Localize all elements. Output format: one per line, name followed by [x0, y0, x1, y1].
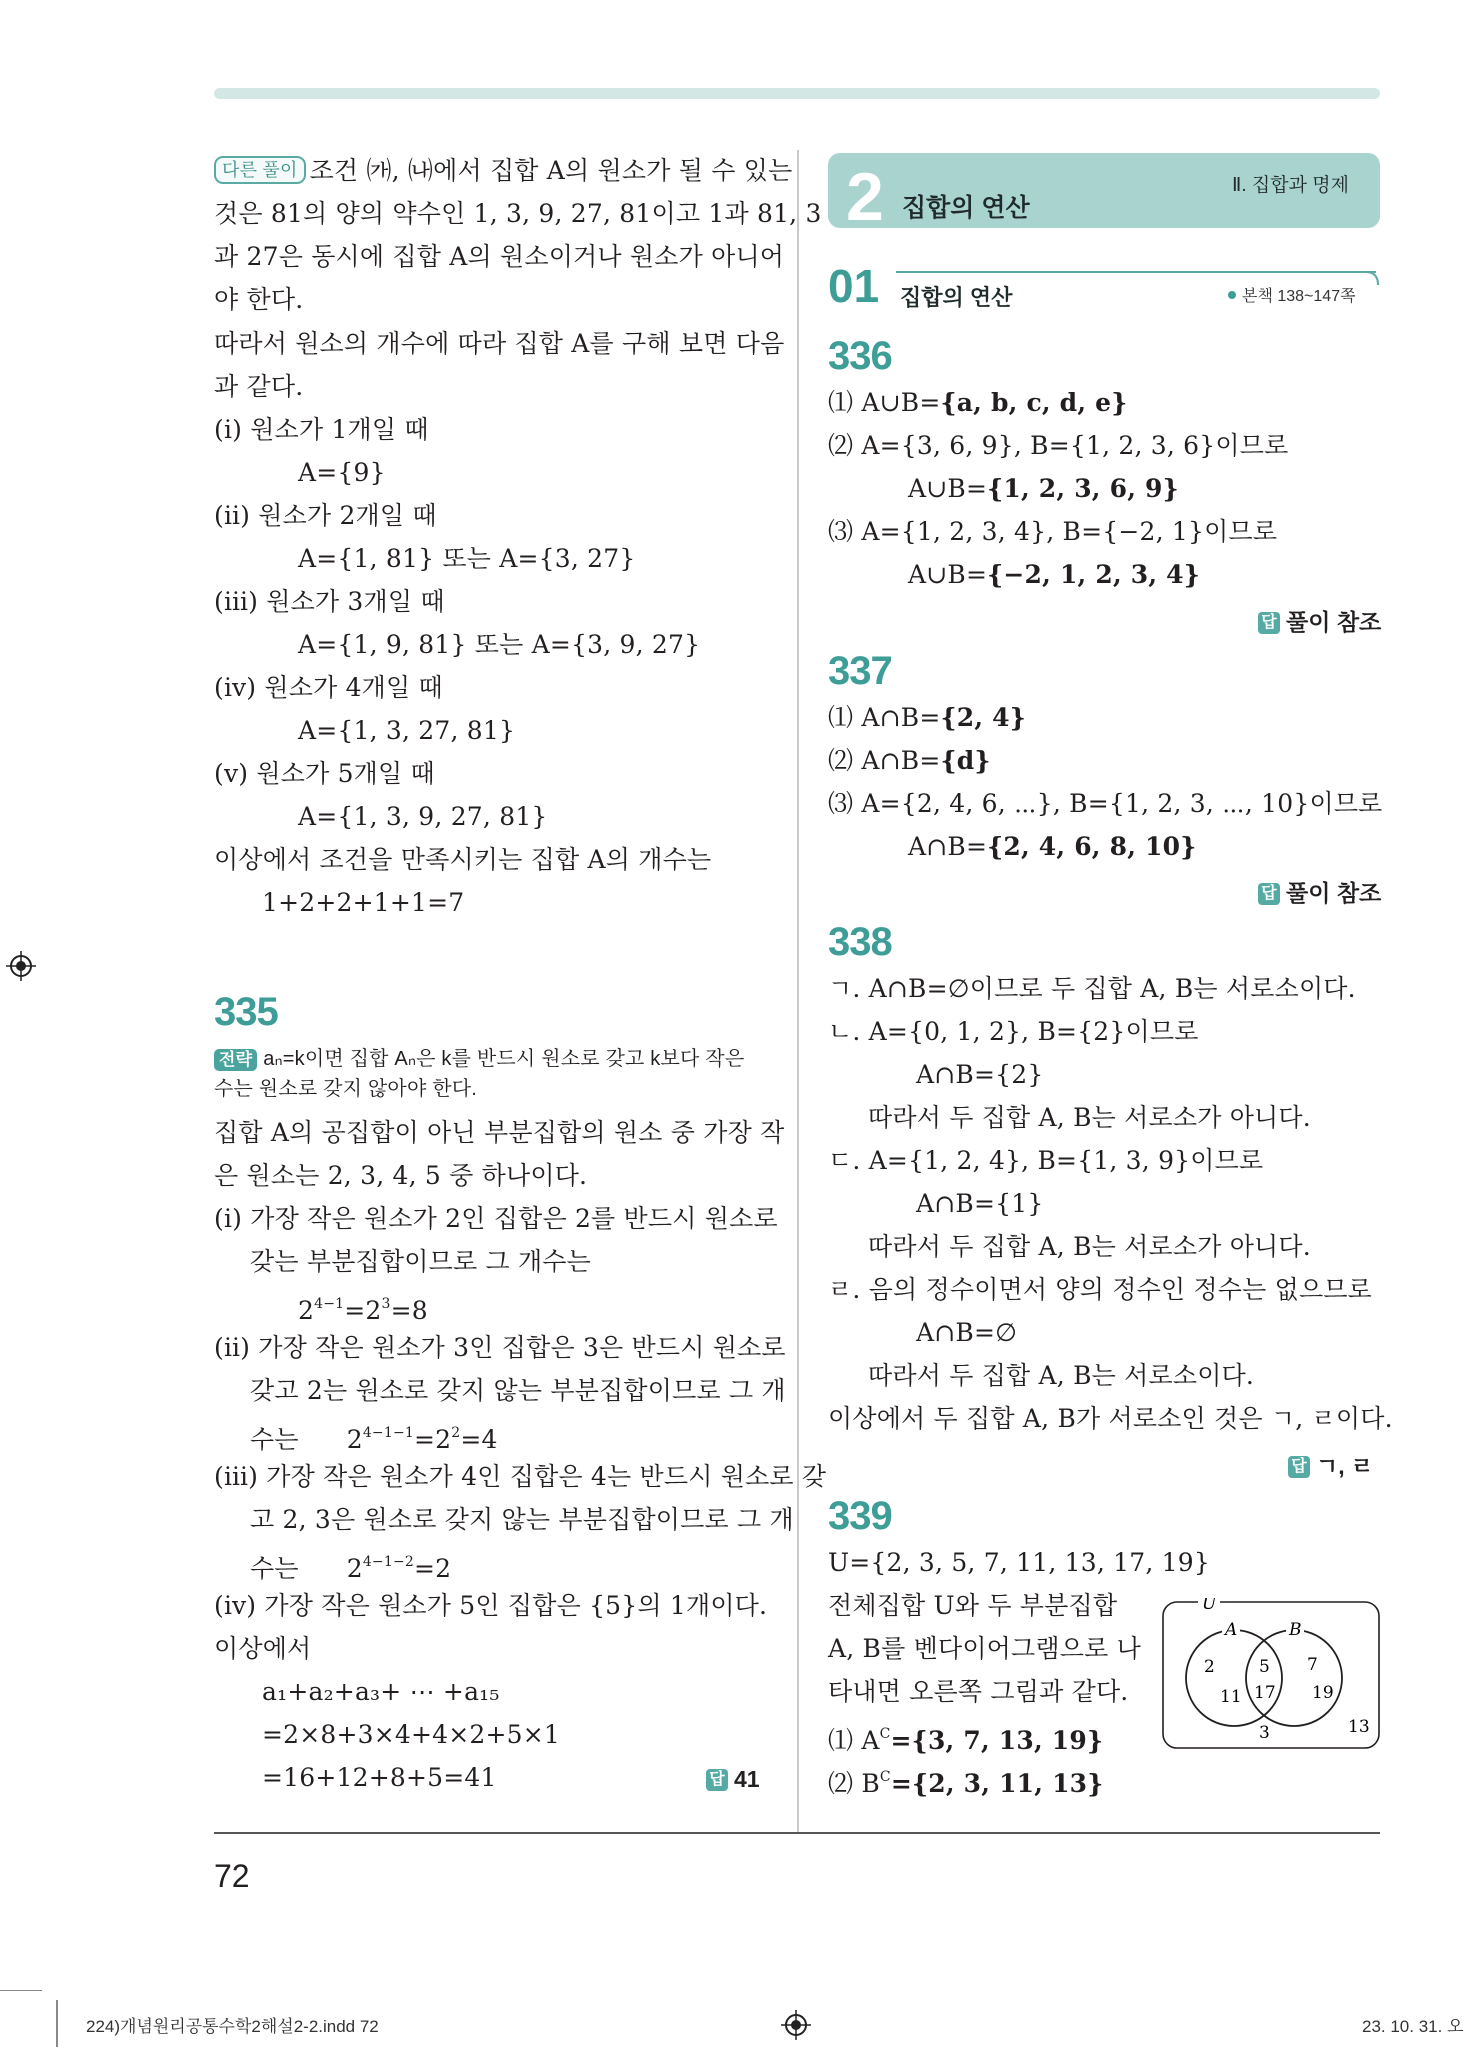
problem-number: 336: [828, 334, 892, 378]
venn-value: 11: [1220, 1687, 1242, 1707]
alt-solution-line: 다른 풀이 조건 ㈎, ㈏에서 집합 A의 원소가 될 수 있는: [214, 149, 792, 192]
solution-line: A∩B={1}: [916, 1189, 1044, 1218]
solution-line: A∩B={2, 4, 6, 8, 10}: [908, 832, 1197, 861]
venn-value: 7: [1307, 1655, 1318, 1675]
solution-line: 고 2, 3은 원소로 갖지 않는 부분집합이므로 그 개: [250, 1505, 794, 1534]
venn-label-u: U: [1202, 1598, 1217, 1614]
case-equation: A={9}: [298, 458, 386, 487]
sum-expression: a₁+a₂+a₃+ ⋯ +a₁₅: [262, 1677, 500, 1706]
venn-label-b: B: [1289, 1620, 1302, 1640]
solution-line: U={2, 3, 5, 7, 11, 13, 17, 19}: [828, 1548, 1210, 1577]
solution-line: 이상에서: [214, 1634, 312, 1663]
alt-solution-line: 야 한다.: [214, 285, 304, 314]
chapter-label: Ⅱ. 집합과 명제: [1232, 175, 1349, 196]
case-heading: (ⅱ) 원소가 2개일 때: [214, 501, 437, 530]
alt-solution-line: 과 27은 동시에 집합 A의 원소이거나 원소가 아니어: [214, 242, 785, 271]
venn-value: 17: [1254, 1683, 1276, 1703]
solution-line: ㄴ. A={0, 1, 2}, B={2}이므로: [828, 1017, 1199, 1046]
answer-badge: 답: [706, 1769, 728, 1791]
solution-line: A∩B=∅: [916, 1318, 1018, 1347]
case-equation: A={1, 3, 27, 81}: [298, 716, 516, 745]
power-formula: 수는 $2^{4-1-1}=2^2=4$: [250, 1425, 498, 1454]
case-heading: (ⅲ) 원소가 3개일 때: [214, 587, 445, 616]
conclusion-equation: 1+2+2+1+1=7: [262, 888, 465, 917]
footer-date: 23. 10. 31. 오: [1362, 2017, 1464, 2036]
problem-number: 339: [828, 1494, 892, 1538]
venn-value: 19: [1312, 1683, 1334, 1703]
registration-mark-icon: [6, 951, 36, 981]
solution-line: ㄹ. 음의 정수이면서 양의 정수인 정수는 없으므로: [828, 1275, 1373, 1304]
problem-number: 335: [214, 990, 278, 1034]
case-heading: (ⅱ) 가장 작은 원소가 3인 집합은 3은 반드시 원소로: [214, 1333, 786, 1362]
solution-line: A, B를 벤다이어그램으로 나: [828, 1634, 1141, 1663]
conclusion-line: 이상에서 조건을 만족시키는 집합 A의 개수는: [214, 845, 712, 874]
strategy-line: 수는 원소로 갖지 않아야 한다.: [214, 1078, 478, 1100]
solution-line: 따라서 두 집합 A, B는 서로소가 아니다.: [868, 1103, 1311, 1132]
universal-set-box: [1163, 1602, 1379, 1748]
power-formula: 수는 $2^{4-1-2}=2$: [250, 1554, 452, 1583]
bullet-icon: [1228, 291, 1236, 299]
solution-line: ㄱ. A∩B=∅이므로 두 집합 A, B는 서로소이다.: [828, 974, 1356, 1003]
answer-badge: 답: [1288, 1456, 1310, 1478]
solution-line: A∪B={−2, 1, 2, 3, 4}: [908, 560, 1201, 589]
alt-solution-line: 과 같다.: [214, 372, 304, 401]
answer-label: 답 41: [706, 1766, 760, 1793]
solution-line: A∩B={2}: [916, 1060, 1044, 1089]
answer-label: 답 풀이 참조: [1258, 604, 1381, 637]
solution-line: ⑵ A={3, 6, 9}, B={1, 2, 3, 6}이므로: [828, 431, 1289, 460]
solution-line: A∪B={1, 2, 3, 6, 9}: [908, 474, 1179, 503]
solution-line: ⑵ A∩B={d}: [828, 746, 991, 775]
case-equation: A={1, 81} 또는 A={3, 27}: [298, 544, 636, 573]
venn-value: 3: [1259, 1723, 1270, 1743]
venn-label-a: A: [1225, 1620, 1238, 1640]
answer-badge: 답: [1258, 612, 1280, 634]
venn-diagram: [1162, 1598, 1380, 1750]
solution-line: 타내면 오른쪽 그림과 같다.: [828, 1677, 1129, 1706]
sum-expression: =16+12+8+5=41: [262, 1763, 497, 1792]
case-heading: (ⅳ) 가장 작은 원소가 5인 집합은 {5}의 1개이다.: [214, 1591, 768, 1620]
solution-line: ㄷ. A={1, 2, 4}, B={1, 3, 9}이므로: [828, 1146, 1264, 1175]
strategy-tag: 전략: [214, 1049, 257, 1071]
alt-solution-tag: 다른 풀이: [214, 156, 306, 184]
strategy-line: 전략 aₙ=k이면 집합 Aₙ은 k를 반드시 원소로 갖고 k보다 작은: [214, 1044, 744, 1074]
sum-expression: =2×8+3×4+4×2+5×1: [262, 1720, 561, 1749]
unit-title: 집합의 연산: [902, 194, 1030, 222]
alt-solution-line: 것은 81의 양의 약수인 1, 3, 9, 27, 81이고 1과 81, 3: [214, 199, 822, 228]
alt-solution-line: 따라서 원소의 개수에 따라 집합 A를 구해 보면 다음: [214, 329, 785, 358]
top-decor-bar: [214, 88, 1380, 99]
case-heading: (ⅰ) 원소가 1개일 때: [214, 415, 429, 444]
conclusion-line: 이상에서 두 집합 A, B가 서로소인 것은 ㄱ, ㄹ이다.: [828, 1404, 1393, 1433]
footer-filename: 224)개념원리공통수학2해설2-2.indd 72: [86, 2017, 379, 2036]
solution-line: ⑶ A={2, 4, 6, ⋯}, B={1, 2, 3, ⋯, 10}이므로: [828, 789, 1383, 818]
case-equation: A={1, 9, 81} 또는 A={3, 9, 27}: [298, 630, 701, 659]
answer-label: 답 ㄱ, ㄹ: [1288, 1448, 1373, 1481]
problem-number: 338: [828, 920, 892, 964]
case-heading: (ⅴ) 원소가 5개일 때: [214, 759, 435, 788]
solution-line: 따라서 두 집합 A, B는 서로소이다.: [868, 1361, 1255, 1390]
crop-mark: [0, 1990, 42, 1991]
case-heading: (ⅳ) 원소가 4개일 때: [214, 673, 443, 702]
crop-mark: [56, 2000, 58, 2047]
solution-line: ⑵ $B^C=\{2$, 3, 11, 13}: [828, 1769, 1104, 1798]
page-number: 72: [214, 1858, 250, 1894]
solution-line: ⑶ A={1, 2, 3, 4}, B={−2, 1}이므로: [828, 517, 1278, 546]
unit-number: 2: [846, 159, 884, 235]
problem-number: 337: [828, 649, 892, 693]
section-rule-curl: [1366, 271, 1380, 291]
solution-line: ⑴ A∪B={a, b, c, d, e}: [828, 388, 1128, 417]
solution-line: ⑴ $A^C=\{3$, 7, 13, 19}: [828, 1726, 1104, 1755]
power-formula: $2^{4-1}=2^3=8$: [298, 1296, 428, 1325]
bottom-rule: [214, 1832, 1380, 1834]
solution-line: 갖고 2는 원소로 갖지 않는 부분집합이므로 그 개: [250, 1376, 786, 1405]
section-number: 01: [828, 260, 880, 312]
solution-line: ⑴ A∩B={2, 4}: [828, 703, 1027, 732]
column-divider: [797, 150, 799, 1832]
section-page-ref: 본책 138~147쪽: [1228, 283, 1356, 306]
section-title: 집합의 연산: [900, 285, 1013, 310]
case-heading: (ⅰ) 가장 작은 원소가 2인 집합은 2를 반드시 원소로: [214, 1204, 778, 1233]
solution-line: 은 원소는 2, 3, 4, 5 중 하나이다.: [214, 1161, 588, 1190]
case-equation: A={1, 3, 9, 27, 81}: [298, 802, 548, 831]
venn-value: 5: [1259, 1657, 1270, 1677]
solution-line: 따라서 두 집합 A, B는 서로소가 아니다.: [868, 1232, 1311, 1261]
registration-mark-icon: [781, 2010, 811, 2040]
answer-badge: 답: [1258, 883, 1280, 905]
solution-line: 갖는 부분집합이므로 그 개수는: [250, 1247, 591, 1276]
solution-line: 전체집합 U와 두 부분집합: [828, 1591, 1118, 1620]
venn-value: 13: [1348, 1717, 1370, 1737]
answer-label: 답 풀이 참조: [1258, 875, 1381, 908]
section-rule: [896, 271, 1376, 273]
case-heading: (ⅲ) 가장 작은 원소가 4인 집합은 4는 반드시 원소로 갖: [214, 1462, 827, 1491]
venn-value: 2: [1204, 1657, 1215, 1677]
solution-line: 집합 A의 공집합이 아닌 부분집합의 원소 중 가장 작: [214, 1118, 785, 1147]
